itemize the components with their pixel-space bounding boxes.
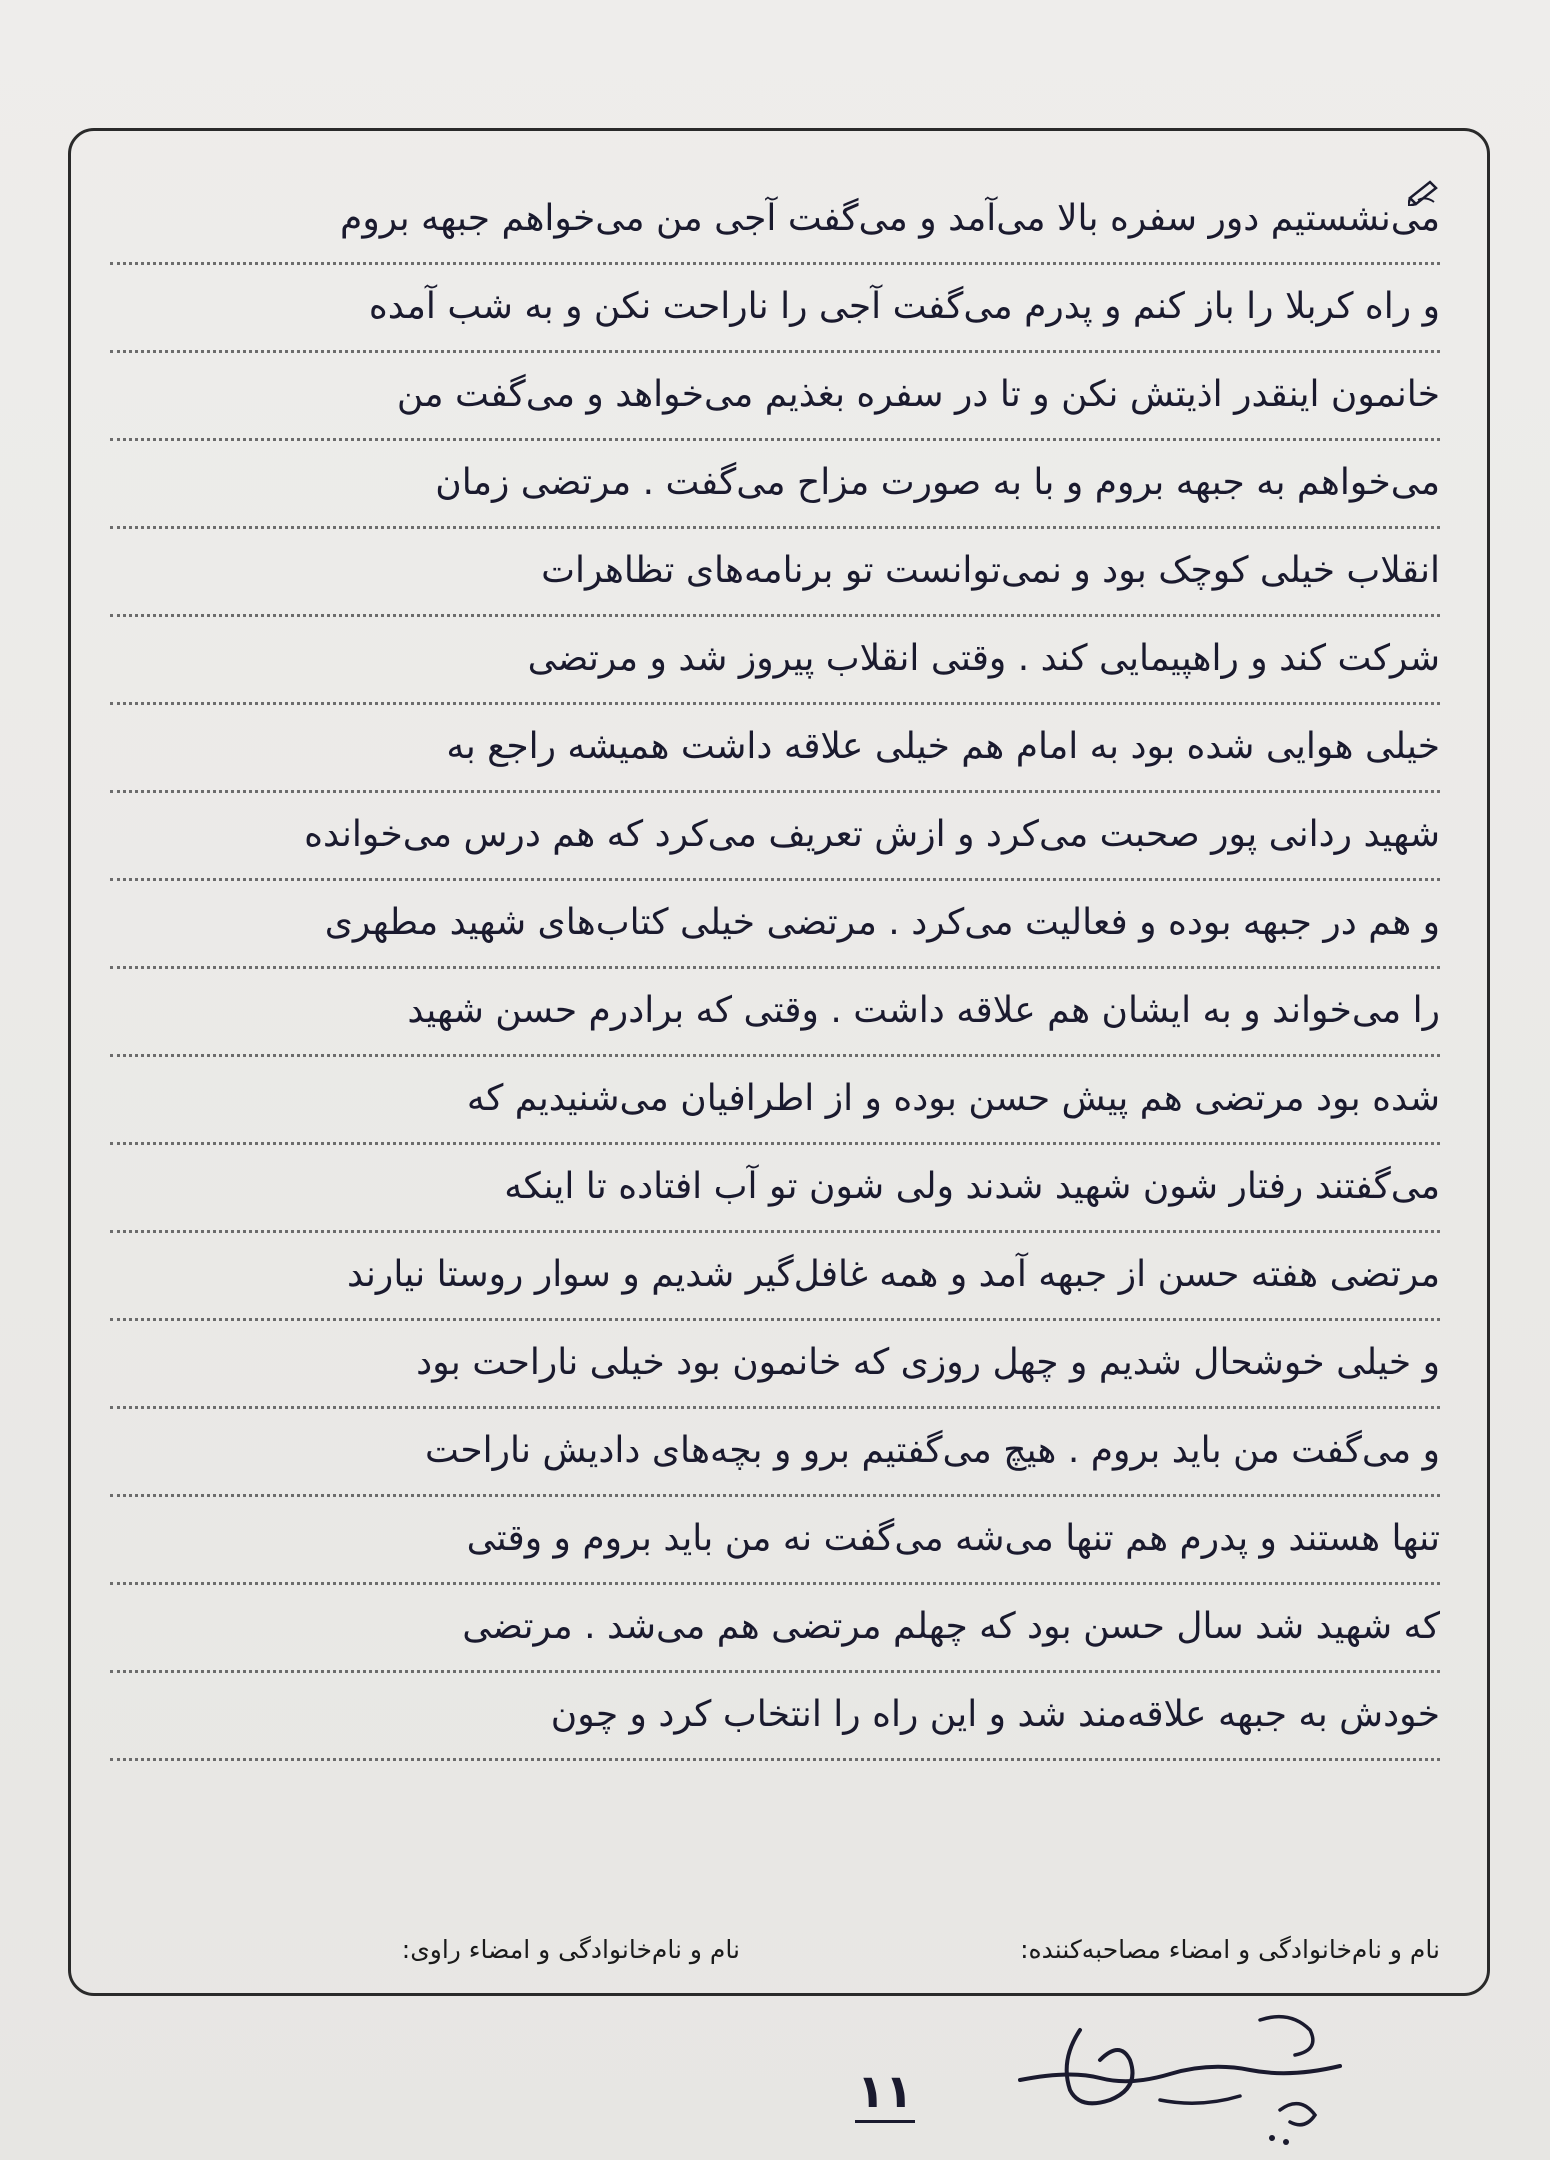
narrator-label: نام و نام‌خانوادگی و امضاء راوی:	[401, 1935, 740, 1964]
text-line-17: که شهید شد سال حسن بود که چهلم مرتضی هم می‌شد . مرتضی	[110, 1584, 1440, 1673]
text-line-7: خیلی هوایی شده بود به امام هم خیلی علاقه داشت همیشه راجع به	[110, 704, 1440, 793]
interviewer-label: نام و نام‌خانوادگی و امضاء مصاحبه‌کننده:	[1020, 1935, 1440, 1964]
text-line-15: و می‌گفت من باید بروم . هیچ می‌گفتیم برو و بچه‌های دادیش ناراحت	[110, 1408, 1440, 1497]
text-line-3: خانمون اینقدر اذیتش نکن و تا در سفره بغذیم می‌خواهد و می‌گفت من	[110, 352, 1440, 441]
text-line-10: را می‌خواند و به ایشان هم علاقه داشت . وقتی که برادرم حسن شهید	[110, 968, 1440, 1057]
page-number-underline	[855, 2120, 915, 2123]
signature-mark	[1010, 2000, 1350, 2150]
text-line-2: و راه کربلا را باز کنم و پدرم می‌گفت آجی را ناراحت نکن و به شب آمده	[110, 264, 1440, 353]
text-line-11: شده بود مرتضی هم پیش حسن بوده و از اطرافیان می‌شنیدیم که	[110, 1056, 1440, 1145]
page-number: ۱۱	[856, 2064, 914, 2118]
text-line-6: شرکت کند و راهپیمایی کند . وقتی انقلاب پیروز شد و مرتضی	[110, 616, 1440, 705]
text-line-5: انقلاب خیلی کوچک بود و نمی‌توانست تو برنامه‌های تظاهرات	[110, 528, 1440, 617]
text-line-14: و خیلی خوشحال شدیم و چهل روزی که خانمون بود خیلی ناراحت بود	[110, 1320, 1440, 1409]
text-line-12: می‌گفتند رفتار شون شهید شدند ولی شون تو آب افتاده تا اینکه	[110, 1144, 1440, 1233]
text-line-8: شهید ردانی پور صحبت می‌کرد و ازش تعریف می‌کرد که هم درس می‌خوانده	[110, 792, 1440, 881]
text-line-18: خودش به جبهه علاقه‌مند شد و این راه را انتخاب کرد و چون	[110, 1672, 1440, 1761]
text-line-4: می‌خواهم به جبهه بروم و با به صورت مزاح می‌گفت . مرتضی زمان	[110, 440, 1440, 529]
text-line-16: تنها هستند و پدرم هم تنها می‌شه می‌گفت نه من باید بروم و وقتی	[110, 1496, 1440, 1585]
text-line-9: و هم در جبهه بوده و فعالیت می‌کرد . مرتضی خیلی کتاب‌های شهید مطهری	[110, 880, 1440, 969]
signature-labels	[110, 1935, 1440, 1975]
text-line-1: می‌نشستیم دور سفره بالا می‌آمد و می‌گفت آجی من می‌خواهم جبهه بروم	[110, 176, 1440, 265]
text-line-13: مرتضی هفته حسن از جبهه آمد و همه غافل‌گیر شدیم و سوار روستا نیارند	[110, 1232, 1440, 1321]
